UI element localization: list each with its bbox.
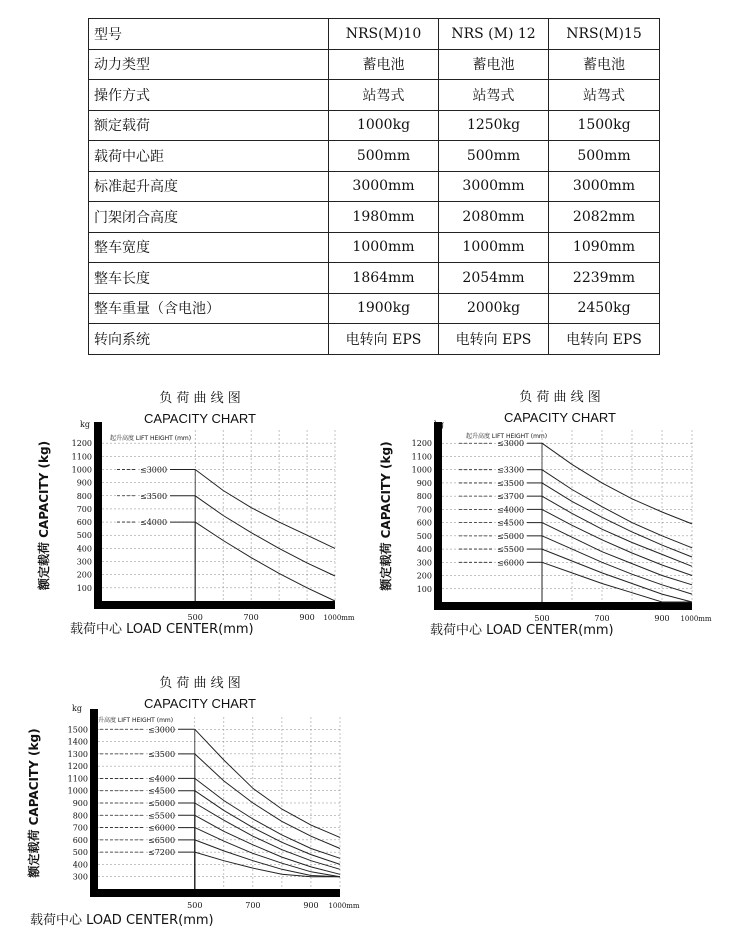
- spec-cell: 1250kg: [439, 110, 549, 141]
- y-tick-label: 1200: [411, 439, 432, 449]
- series-curve: [542, 536, 692, 594]
- y-tick-label: 800: [76, 491, 92, 501]
- series-curve: [195, 803, 340, 869]
- y-tick-label: 600: [72, 835, 88, 845]
- series-label: ≤6000: [148, 823, 176, 833]
- spec-cell: 蓄电池: [549, 49, 660, 80]
- spec-cell: 2054mm: [439, 263, 549, 294]
- spec-row: [89, 202, 660, 233]
- lift-height-label: 起升高度 LIFT HEIGHT (mm): [110, 435, 192, 442]
- spec-cell: 1000kg: [329, 110, 439, 141]
- spec-cell: 电转向 EPS: [439, 324, 549, 355]
- spec-cell: NRS(M)10: [329, 19, 439, 50]
- series-label: ≤6500: [148, 835, 176, 845]
- series-curve: [542, 523, 692, 585]
- spec-cell: NRS (M) 12: [439, 19, 549, 50]
- series-label: ≤7200: [148, 848, 176, 858]
- series-curve: [542, 496, 692, 566]
- spec-cell: 1090mm: [549, 232, 660, 263]
- series-label: ≤3000: [148, 725, 176, 735]
- series-label: ≤5500: [497, 545, 525, 555]
- spec-row-label: 型号: [89, 19, 329, 50]
- x-tick-label: 700: [243, 613, 259, 622]
- spec-cell: 3000mm: [439, 171, 549, 202]
- spec-cell: 1900kg: [329, 293, 439, 324]
- y-tick-label: 100: [76, 583, 92, 593]
- y-tick-label: 1200: [67, 762, 88, 772]
- spec-cell: 电转向 EPS: [549, 324, 660, 355]
- spec-table: [88, 18, 660, 355]
- spec-cell: 1980mm: [329, 202, 439, 233]
- series-label: ≤5500: [148, 811, 176, 821]
- capacity-chart-nrs12: [379, 388, 730, 643]
- spec-cell: 1000mm: [329, 232, 439, 263]
- y-tick-label: 400: [416, 545, 432, 555]
- spec-row: [89, 232, 660, 263]
- y-tick-label: 1100: [67, 774, 88, 784]
- series-curve: [542, 443, 692, 524]
- y-tick-label: 300: [76, 557, 92, 567]
- spec-cell: 1000mm: [439, 232, 549, 263]
- x-axis-label: 载荷中心 LOAD CENTER(mm): [70, 622, 254, 637]
- series-label: ≤3000: [140, 465, 168, 475]
- y-tick-label: 500: [76, 531, 92, 541]
- spec-row-label: 整车重量（含电池）: [89, 293, 329, 324]
- x-tick-label: 900: [654, 614, 670, 623]
- x-tick-label: 500: [534, 614, 550, 623]
- spec-row: [89, 324, 660, 355]
- spec-cell: 蓄电池: [329, 49, 439, 80]
- y-axis-label: 额定载荷 CAPACITY (kg): [37, 440, 51, 591]
- lift-height-label: 起升高度 LIFT HEIGHT (mm): [92, 717, 174, 724]
- spec-cell: 2080mm: [439, 202, 549, 233]
- y-tick-label: 600: [416, 518, 432, 528]
- lift-height-label: 起升高度 LIFT HEIGHT (mm): [466, 433, 548, 440]
- spec-row: [89, 49, 660, 80]
- spec-row: [89, 293, 660, 324]
- spec-cell: 500mm: [549, 141, 660, 172]
- x-tick-label: 1000mm: [328, 902, 360, 910]
- y-tick-label: 200: [416, 571, 432, 581]
- y-unit-label: kg: [80, 420, 90, 429]
- series-label: ≤4500: [148, 786, 176, 796]
- spec-row: [89, 19, 660, 50]
- spec-row-label: 转向系统: [89, 324, 329, 355]
- axis-frame: [438, 422, 692, 606]
- series-curve: [195, 778, 340, 858]
- spec-cell: NRS(M)15: [549, 19, 660, 50]
- spec-cell: 2450kg: [549, 293, 660, 324]
- series-label: ≤4000: [497, 505, 525, 515]
- spec-cell: 电转向 EPS: [329, 324, 439, 355]
- y-tick-label: 500: [72, 848, 88, 858]
- spec-cell: 500mm: [439, 141, 549, 172]
- x-tick-label: 500: [187, 613, 203, 622]
- series-label: ≤4000: [140, 518, 168, 528]
- spec-cell: 蓄电池: [439, 49, 549, 80]
- spec-cell: 2239mm: [549, 263, 660, 294]
- y-tick-label: 900: [72, 799, 88, 808]
- y-tick-label: 700: [416, 505, 432, 515]
- spec-cell: 2082mm: [549, 202, 660, 233]
- y-tick-label: 700: [76, 504, 92, 514]
- series-label: ≤3500: [497, 478, 525, 488]
- series-label: ≤5000: [497, 531, 525, 541]
- spec-cell: 2000kg: [439, 293, 549, 324]
- series-label: ≤3000: [497, 439, 525, 449]
- axis-frame: [98, 422, 335, 605]
- y-axis-label: 额定载荷 CAPACITY (kg): [379, 441, 393, 591]
- y-tick-label: 1000: [411, 465, 432, 475]
- x-tick-label: 1000mm: [680, 615, 712, 623]
- y-unit-label: kg: [72, 704, 82, 713]
- spec-row: [89, 110, 660, 141]
- series-label: ≤3700: [497, 492, 525, 502]
- series-label: ≤3500: [140, 491, 168, 501]
- y-tick-label: 1100: [71, 452, 92, 462]
- y-axis-label: 额定载荷 CAPACITY (kg): [27, 728, 41, 878]
- x-tick-label: 500: [187, 901, 203, 910]
- chart-title: 负 荷 曲 线 图: [519, 390, 601, 405]
- y-tick-label: 800: [72, 811, 88, 821]
- series-label: ≤4000: [148, 774, 176, 784]
- x-tick-label: 700: [245, 901, 261, 910]
- y-tick-label: 400: [72, 860, 88, 870]
- spec-row-label: 操作方式: [89, 80, 329, 111]
- spec-cell: 3000mm: [329, 171, 439, 202]
- series-label: ≤6000: [497, 558, 525, 568]
- x-tick-label: 900: [299, 613, 315, 622]
- spec-cell: 站驾式: [549, 80, 660, 111]
- spec-row: [89, 141, 660, 172]
- spec-row: [89, 80, 660, 111]
- spec-row-label: 整车宽度: [89, 232, 329, 263]
- spec-cell: 500mm: [329, 141, 439, 172]
- y-tick-label: 1000: [67, 786, 88, 796]
- series-label: ≤5000: [148, 799, 176, 808]
- y-tick-label: 1400: [67, 737, 88, 747]
- spec-row-label: 载荷中心距: [89, 141, 329, 172]
- spec-row-label: 动力类型: [89, 49, 329, 80]
- y-tick-label: 800: [416, 492, 432, 502]
- x-axis-label: 载荷中心 LOAD CENTER(mm): [430, 623, 614, 638]
- spec-row-label: 整车长度: [89, 263, 329, 294]
- series-curve: [195, 754, 340, 849]
- y-tick-label: 300: [416, 558, 432, 568]
- spec-row-label: 门架闭合高度: [89, 202, 329, 233]
- y-tick-label: 1300: [67, 749, 88, 759]
- series-label: ≤3300: [497, 465, 525, 475]
- y-tick-label: 600: [76, 518, 92, 528]
- spec-cell: 3000mm: [549, 171, 660, 202]
- y-tick-label: 1000: [71, 465, 92, 475]
- spec-cell: 1864mm: [329, 263, 439, 294]
- y-tick-label: 500: [416, 531, 432, 541]
- spec-row: [89, 263, 660, 294]
- series-label: ≤3500: [148, 749, 176, 759]
- y-tick-label: 1500: [67, 725, 88, 735]
- y-tick-label: 400: [76, 544, 92, 554]
- y-tick-label: 100: [416, 584, 432, 594]
- spec-row-label: 额定载荷: [89, 110, 329, 141]
- x-axis-label: 载荷中心 LOAD CENTER(mm): [30, 913, 214, 928]
- chart-subtitle: CAPACITY CHART: [504, 410, 616, 425]
- spec-cell: 站驾式: [329, 80, 439, 111]
- chart-title: 负 荷 曲 线 图: [159, 676, 241, 691]
- chart-title: 负 荷 曲 线 图: [159, 391, 241, 406]
- x-tick-label: 700: [594, 614, 610, 623]
- series-label: ≤4500: [497, 518, 525, 528]
- series-curve: [195, 729, 340, 837]
- y-tick-label: 1100: [411, 452, 432, 462]
- spec-row: [89, 171, 660, 202]
- y-tick-label: 700: [72, 823, 88, 833]
- chart-subtitle: CAPACITY CHART: [144, 696, 256, 711]
- y-tick-label: 1200: [71, 439, 92, 449]
- spec-cell: 1500kg: [549, 110, 660, 141]
- spec-cell: 站驾式: [439, 80, 549, 111]
- y-tick-label: 300: [72, 872, 88, 882]
- x-tick-label: 900: [303, 901, 319, 910]
- y-tick-label: 900: [416, 478, 432, 488]
- x-tick-label: 1000mm: [323, 614, 355, 622]
- y-tick-label: 200: [76, 570, 92, 580]
- series-curve: [542, 509, 692, 575]
- capacity-chart-nrs10: [37, 390, 380, 640]
- spec-row-label: 标准起升高度: [89, 171, 329, 202]
- y-tick-label: 900: [76, 478, 92, 488]
- y-unit-label: kg: [434, 420, 444, 429]
- capacity-chart-nrs15: [27, 673, 370, 933]
- axis-frame: [94, 709, 340, 893]
- chart-subtitle: CAPACITY CHART: [144, 411, 256, 426]
